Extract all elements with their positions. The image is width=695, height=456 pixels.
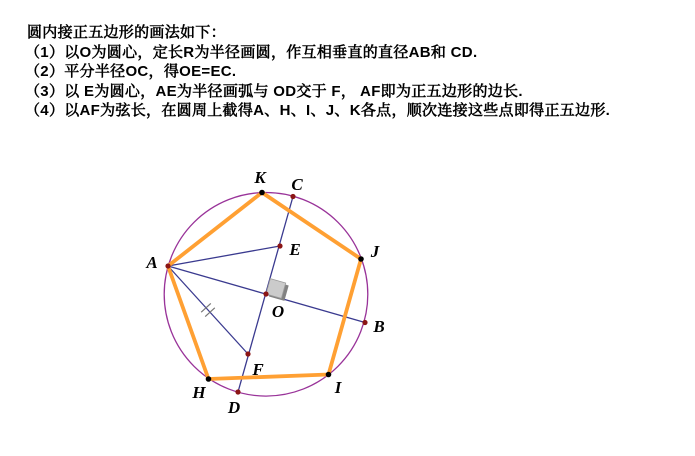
point-label-I: I (334, 378, 342, 397)
instruction-step-1: （1）以O为圆心，定长R为半径画圆，作互相垂直的直径AB和 CD. (25, 43, 478, 61)
point-label-A: A (146, 253, 158, 272)
point-label-F: F (252, 360, 264, 379)
point-dot-J (358, 256, 364, 262)
point-label-C: C (291, 175, 303, 194)
point-dot-O (263, 291, 268, 296)
point-label-J: J (370, 242, 380, 261)
point-dot-C (290, 194, 295, 199)
segment-AE (168, 246, 280, 266)
point-label-H: H (192, 383, 206, 402)
instruction-step-2: （2）平分半径OC，得OE=EC. (25, 63, 237, 80)
point-label-K: K (254, 168, 266, 187)
point-label-O: O (271, 302, 285, 321)
point-dot-A (165, 263, 170, 268)
point-dot-D (235, 389, 240, 394)
instruction-step-3: （3）以 E为圆心，AE为半径画弧与 OD交于 F， AF即为正五边形的边长. (25, 82, 523, 100)
point-dot-H (206, 376, 212, 382)
point-dot-K (259, 190, 265, 196)
point-label-E: E (289, 240, 301, 259)
point-dot-B (362, 320, 367, 325)
instructions-title: 圆内接正五边形的画法如下： (27, 24, 226, 41)
instruction-step-4: （4）以AF为弦长，在圆周上截得A、H、I、J、K各点，顺次连接这些点即得正五边形. (25, 102, 611, 119)
point-dot-E (277, 243, 282, 248)
point-dot-I (326, 372, 332, 378)
point-label-D: D (227, 398, 241, 417)
point-dot-F (245, 351, 250, 356)
segment-AF (168, 266, 248, 354)
point-label-B: B (373, 317, 385, 336)
pentagon-outline (168, 193, 361, 380)
